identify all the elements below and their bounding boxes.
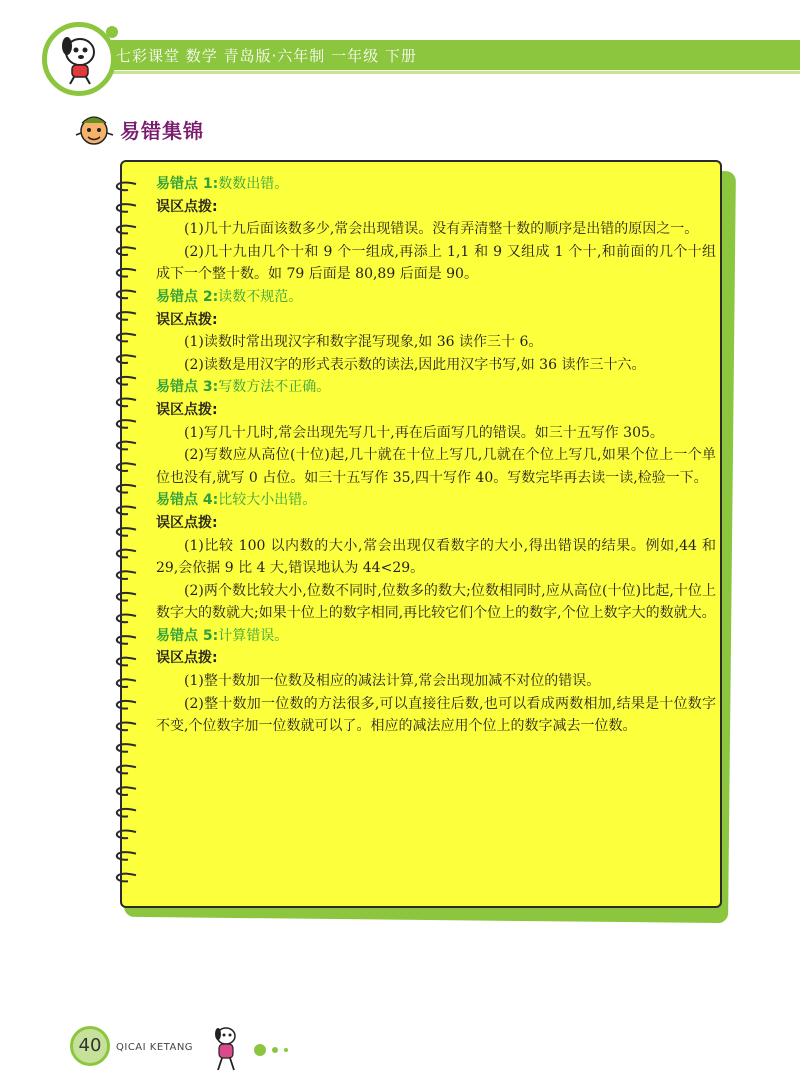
hint-paragraph: (2)整十数加一位数的方法很多,可以直接往后数,也可以看成两数相加,结果是十位数字不变,个位数字加一位数就可以了。相应的减法应用个位上的数字减去一位数。 [156,695,716,735]
hint-heading: 误区点拨: [156,311,218,328]
binding-ring [117,614,136,622]
binding-ring [117,312,136,320]
hint-heading: 误区点拨: [156,514,218,531]
error-point-title: 计算错误。 [218,627,289,644]
binding-ring [117,722,136,730]
error-point-2 [156,286,716,309]
spiral-binding [108,176,148,896]
error-point-4 [156,489,716,512]
cartoon-face-icon [72,113,116,149]
hint-paragraph: (2)写数应从高位(十位)起,几十就在十位上写几,几就在个位上写几,如果个位上一个单位也没有,就写 0 占位。如三十五写作 35,四十写作 40。写数完毕再去读一读,检验一下。 [156,447,716,486]
binding-ring [117,398,136,406]
binding-ring [117,528,136,536]
binding-ring [117,701,136,709]
error-point-1 [156,173,716,196]
header-title: 七彩课堂 数学 青岛版·六年制 一年级 下册 [116,47,417,65]
binding-ring [117,571,136,579]
binding-ring [117,442,136,450]
binding-ring [117,463,136,471]
binding-ring [117,485,136,493]
error-point-label: 易错点 2: [156,288,219,305]
binding-ring [117,766,136,774]
binding-ring [117,182,136,190]
binding-ring [117,679,136,687]
binding-ring [117,636,136,644]
binding-ring [117,550,136,558]
section-title: 易错集锦 [120,119,204,143]
binding-ring [117,247,136,255]
hint-heading: 误区点拨: [156,401,218,418]
hint-paragraph: (2)几十九由几个十和 9 个一组成,再添上 1,1 和 9 又组成 1 个十,和前面的几个十组成下一个整十数。如 79 后面是 80,89 后面是 90。 [156,243,716,283]
binding-ring [117,830,136,838]
notebook-content [156,173,716,738]
hint-paragraph: (1)几十九后面该数多少,常会出现错误。没有弄清整十数的顺序是出错的原因之一。 [184,221,699,238]
binding-ring [117,593,136,601]
error-point-5 [156,625,716,648]
binding-ring [117,269,136,277]
binding-ring [117,377,136,385]
hint-paragraph: (2)两个数比较大小,位数不同时,位数多的数大;位数相同时,应从高位(十位)比起,十位上数字大的数就大;如果十位上的数字相同,再比较它们个位上的数字,个位上数字大的数就大。 [156,582,716,622]
hint-paragraph: (1)整十数加一位数及相应的减法计算,常会出现加减不对位的错误。 [184,673,601,690]
binding-ring [117,787,136,795]
page-number: 40 [78,1035,102,1056]
binding-ring [117,744,136,752]
error-point-label: 易错点 4: [156,492,219,509]
error-point-title: 比较大小出错。 [218,492,317,509]
footer-dot [272,1047,278,1053]
binding-ring [117,334,136,342]
error-point-3 [156,376,716,399]
binding-ring [117,874,136,882]
binding-ring [117,506,136,514]
binding-ring [117,290,136,298]
footer-brand: QICAI KETANG [116,1042,194,1053]
binding-ring [117,852,136,860]
dog-footer-icon [206,1024,246,1072]
hint-heading: 误区点拨: [156,198,218,215]
footer-dot [254,1044,266,1056]
error-point-label: 易错点 1: [156,176,219,192]
dog-mascot-icon [52,30,108,86]
binding-ring [117,355,136,363]
error-point-label: 易错点 3: [156,379,219,396]
binding-ring [117,809,136,817]
error-point-title: 写数方法不正确。 [218,379,331,396]
error-point-title: 数数出错。 [218,176,289,192]
binding-ring [117,226,136,234]
hint-paragraph: (1)比较 100 以内数的大小,常会出现仅看数字的大小,得出错误的结果。例如,44 和 29,会依据 9 比 4 大,错误地认为 44<29。 [156,537,716,577]
hint-paragraph: (1)读数时常出现汉字和数字混写现象,如 36 读作三十 6。 [184,334,543,351]
hint-heading: 误区点拨: [156,650,218,667]
footer-dot [284,1048,288,1052]
error-point-title: 读数不规范。 [218,288,303,305]
binding-ring [117,204,136,212]
hint-paragraph: (1)写几十几时,常会出现先写几十,再在后面写几的错误。如三十五写作 305。 [184,424,664,441]
hint-paragraph: (2)读数是用汉字的形式表示数的读法,因此用汉字书写,如 36 读作三十六。 [184,356,646,373]
error-point-label: 易错点 5: [156,627,219,644]
binding-ring [117,420,136,428]
binding-ring [117,658,136,666]
